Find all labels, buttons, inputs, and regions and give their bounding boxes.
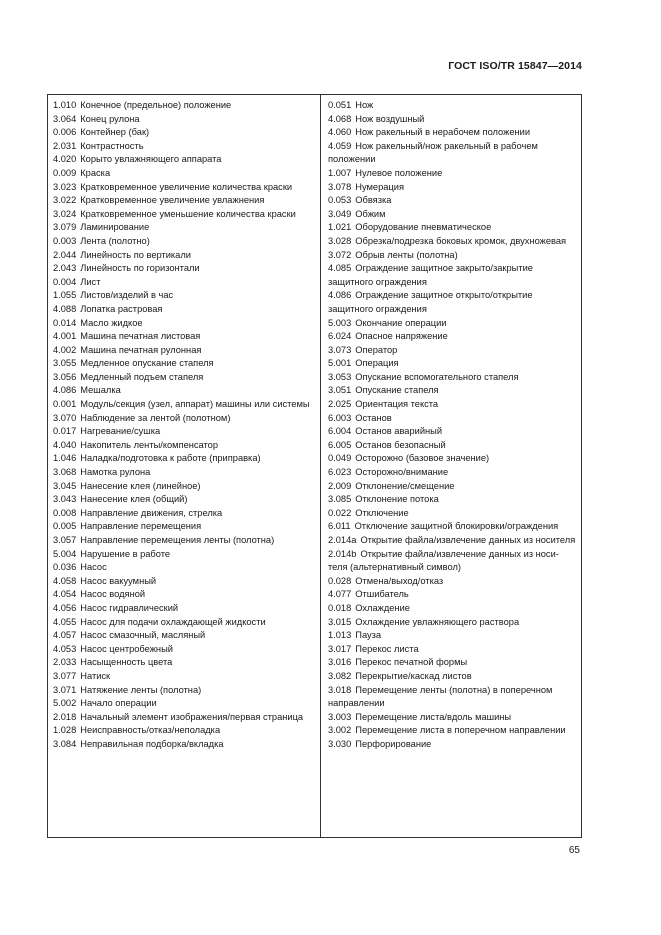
entry-code: 6.023	[328, 467, 352, 478]
index-entry	[53, 711, 315, 725]
entry-code: 0.009	[53, 167, 77, 178]
entry-code: 5.001	[328, 358, 352, 369]
index-entry	[328, 126, 578, 140]
index-entry	[328, 670, 578, 684]
entry-term: Лента (полотно)	[80, 235, 150, 246]
entry-code: 3.064	[53, 113, 77, 124]
entry-code: 0.051	[328, 100, 352, 110]
entry-term: Натяжение ленты (полотна)	[80, 684, 202, 695]
entry-term: Окончание операции	[355, 317, 447, 328]
entry-term: Перемещение листа/вдоль машины	[355, 711, 512, 722]
entry-term: Кратковременное увеличение увлажнения	[80, 195, 265, 206]
entry-term: Краска	[80, 167, 111, 178]
index-entry	[328, 412, 578, 426]
index-entry	[328, 507, 578, 521]
entry-term: Направление движения, стрелка	[80, 507, 223, 518]
entry-code: 3.079	[53, 222, 77, 233]
entry-term: Останов	[355, 412, 392, 423]
entry-code: 2.043	[53, 263, 77, 274]
entry-term: Ограждение защитное закрыто/закрытие защитного ограждения	[328, 263, 533, 287]
entry-term: Насос водяной	[80, 589, 146, 600]
index-entry	[53, 561, 315, 575]
index-entry	[328, 520, 578, 534]
entry-code: 3.016	[328, 657, 352, 668]
entry-code: 3.017	[328, 643, 352, 654]
entry-code: 4.020	[53, 154, 77, 165]
entry-code: 0.017	[53, 426, 77, 437]
index-entry	[328, 534, 578, 548]
index-table	[47, 94, 582, 838]
entry-code: 1.046	[53, 453, 77, 464]
index-entry	[53, 738, 315, 752]
index-entry	[53, 575, 315, 589]
entry-term: Операция	[355, 358, 399, 369]
index-entry	[328, 262, 578, 289]
entry-term: Лист	[80, 276, 101, 287]
entry-code: 3.049	[328, 208, 352, 219]
index-entry	[328, 711, 578, 725]
index-entry	[328, 643, 578, 657]
entry-code: 0.008	[53, 507, 77, 518]
entry-code: 3.018	[328, 684, 352, 695]
entry-code: 3.072	[328, 249, 352, 260]
entry-term: Останов аварийный	[355, 426, 443, 437]
entry-term: Отклонение потока	[355, 494, 439, 505]
index-entry	[53, 548, 315, 562]
index-entry	[328, 493, 578, 507]
entry-term: Обжим	[355, 208, 386, 219]
entry-term: Модуль/секция (узел, аппарат) машины или системы	[80, 399, 310, 410]
index-entry	[53, 221, 315, 235]
entry-term: Намотка рулона	[80, 467, 151, 478]
entry-term: Перемещение ленты (полотна) в поперечном направлении	[328, 684, 553, 709]
entry-code: 3.015	[328, 616, 352, 627]
index-entry	[53, 235, 315, 249]
entry-term: Осторожно (базовое значение)	[355, 453, 490, 464]
entry-term: Ориентация текста	[355, 399, 439, 410]
index-entry	[53, 262, 315, 276]
entry-code: 1.007	[328, 167, 352, 178]
entry-code: 3.071	[53, 684, 77, 695]
entry-code: 6.003	[328, 412, 352, 423]
entry-term: Контрастность	[80, 140, 144, 151]
index-entry	[328, 181, 578, 195]
entry-term: Отмена/выход/отказ	[355, 575, 444, 586]
entry-term: Нож ракельный в нерабочем положении	[355, 127, 531, 138]
index-entry	[53, 303, 315, 317]
entry-term: Насос смазочный, масляный	[80, 630, 206, 641]
entry-code: 3.070	[53, 412, 77, 423]
entry-code: 2.033	[53, 657, 77, 668]
entry-term: Машина печатная листовая	[80, 331, 201, 342]
entry-code: 0.049	[328, 453, 352, 464]
entry-code: 3.082	[328, 670, 352, 681]
index-entry	[53, 153, 315, 167]
entry-term: Ламинирование	[80, 222, 150, 233]
index-entry	[53, 534, 315, 548]
entry-term: Отшибатель	[355, 589, 409, 600]
index-entry	[53, 520, 315, 534]
entry-term: Конец рулона	[80, 113, 140, 124]
index-entry	[328, 466, 578, 480]
entry-term: Перекос печатной формы	[355, 657, 468, 668]
index-entry	[328, 588, 578, 602]
entry-code: 3.022	[53, 195, 77, 206]
entry-term: Машина печатная рулонная	[80, 344, 202, 355]
column-divider	[320, 95, 321, 837]
entry-code: 6.011	[328, 521, 351, 532]
entry-code: 0.036	[53, 562, 77, 573]
entry-code: 1.010	[53, 100, 77, 110]
index-entry	[328, 384, 578, 398]
entry-term: Охлаждение	[355, 602, 410, 613]
entry-code: 2.018	[53, 711, 77, 722]
entry-code: 3.055	[53, 358, 77, 369]
entry-code: 1.055	[53, 290, 77, 301]
entry-code: 4.077	[328, 589, 352, 600]
entry-term: Насос вакуумный	[80, 575, 157, 586]
entry-code: 0.005	[53, 521, 77, 532]
entry-code: 4.001	[53, 331, 77, 342]
entry-term: Оператор	[355, 344, 398, 355]
index-entry	[328, 629, 578, 643]
entry-code: 5.002	[53, 698, 77, 709]
index-entry	[53, 588, 315, 602]
index-entry	[328, 684, 578, 711]
entry-code: 6.024	[328, 331, 352, 342]
entry-code: 2.014b	[328, 548, 357, 559]
index-entry	[53, 670, 315, 684]
entry-code: 4.040	[53, 439, 77, 450]
index-entry	[53, 330, 315, 344]
entry-term: Охлаждение увлажняющего раствора	[355, 616, 520, 627]
entry-code: 4.056	[53, 602, 77, 613]
index-entry	[53, 616, 315, 630]
entry-term: Наладка/подготовка к работе (приправка)	[80, 453, 261, 464]
entry-term: Корыто увлажняющего аппарата	[80, 154, 222, 165]
entry-code: 4.059	[328, 140, 352, 151]
entry-term: Перемещение листа в поперечном направлении	[355, 725, 566, 736]
index-entry	[328, 357, 578, 371]
index-entry	[53, 181, 315, 195]
index-entry	[328, 616, 578, 630]
index-entry	[328, 575, 578, 589]
entry-code: 4.085	[328, 263, 352, 274]
index-entry	[53, 656, 315, 670]
entry-code: 1.013	[328, 630, 352, 641]
entry-code: 3.078	[328, 181, 352, 192]
entry-code: 3.051	[328, 385, 352, 396]
entry-code: 2.044	[53, 249, 77, 260]
entry-term: Опускание вспомогательного стапеля	[355, 371, 519, 382]
index-entry	[328, 724, 578, 738]
entry-term: Перекос листа	[355, 643, 419, 654]
index-entry	[53, 344, 315, 358]
entry-code: 4.086	[328, 290, 352, 301]
entry-code: 3.030	[328, 738, 352, 749]
entry-term: Останов безопасный	[355, 439, 446, 450]
entry-term: Нанесение клея (общий)	[80, 494, 188, 505]
index-entry	[53, 452, 315, 466]
entry-code: 3.053	[328, 371, 352, 382]
entry-term: Начало операции	[80, 698, 157, 709]
index-entry	[53, 629, 315, 643]
entry-code: 4.058	[53, 575, 77, 586]
entry-term: Насос	[80, 562, 107, 573]
index-entry	[328, 221, 578, 235]
index-entry	[53, 507, 315, 521]
entry-term: Перекрытие/каскад листов	[355, 670, 472, 681]
index-entry	[328, 317, 578, 331]
entry-code: 1.021	[328, 222, 352, 233]
entry-code: 3.084	[53, 738, 77, 749]
index-entry	[53, 602, 315, 616]
entry-code: 4.054	[53, 589, 77, 600]
entry-code: 3.057	[53, 535, 77, 545]
index-entry	[328, 167, 578, 181]
entry-code: 0.053	[328, 195, 352, 206]
index-entry	[53, 317, 315, 331]
index-entry	[328, 656, 578, 670]
entry-code: 4.057	[53, 630, 77, 641]
index-entry	[328, 602, 578, 616]
entry-code: 5.003	[328, 317, 352, 328]
index-entry	[53, 425, 315, 439]
index-entry	[328, 113, 578, 127]
index-entry	[53, 289, 315, 303]
entry-term: Обрезка/подрезка боковых кромок, двухножевая	[355, 235, 567, 246]
entry-code: 3.002	[328, 725, 352, 736]
index-entry	[328, 249, 578, 263]
index-entry	[328, 235, 578, 249]
entry-term: Конечное (предельное) положение	[80, 100, 232, 110]
entry-term: Нагревание/сушка	[80, 426, 161, 437]
entry-code: 1.028	[53, 725, 77, 736]
entry-term: Начальный элемент изображения/первая страница	[80, 711, 304, 722]
index-entry	[53, 493, 315, 507]
index-entry	[53, 398, 315, 412]
entry-term: Масло жидкое	[80, 317, 143, 328]
right-column	[328, 99, 578, 752]
entry-code: 3.068	[53, 467, 77, 478]
entry-term: Перфорирование	[355, 738, 432, 749]
index-entry	[53, 194, 315, 208]
index-entry	[53, 439, 315, 453]
entry-code: 3.056	[53, 371, 77, 382]
entry-code: 2.031	[53, 140, 77, 151]
document-header: ГОСТ ISO/TR 15847—2014	[448, 60, 582, 72]
entry-term: Направление перемещения ленты (полотна)	[80, 535, 275, 545]
entry-term: Мешалка	[80, 385, 121, 396]
index-entry	[53, 724, 315, 738]
entry-term: Линейность по вертикали	[80, 249, 191, 260]
entry-term: Медленный подъем стапеля	[80, 371, 204, 382]
entry-code: 6.004	[328, 426, 352, 437]
index-entry	[328, 194, 578, 208]
entry-term: Отключение защитной блокировки/ограждения	[354, 521, 559, 532]
entry-term: Нулевое положение	[355, 167, 443, 178]
entry-code: 4.088	[53, 303, 77, 314]
index-entry	[53, 126, 315, 140]
index-entry	[328, 330, 578, 344]
entry-code: 4.086	[53, 385, 77, 396]
entry-code: 2.014a	[328, 535, 357, 545]
entry-code: 4.055	[53, 616, 77, 627]
entry-term: Нож ракельный/нож ракельный в рабочем положении	[328, 140, 538, 165]
entry-term: Опускание стапеля	[355, 385, 439, 396]
index-entry	[328, 140, 578, 167]
entry-code: 3.028	[328, 235, 352, 246]
entry-code: 3.043	[53, 494, 77, 505]
left-column	[53, 99, 315, 752]
entry-code: 5.004	[53, 548, 77, 559]
entry-term: Линейность по горизонтали	[80, 263, 200, 274]
index-entry	[53, 371, 315, 385]
entry-term: Нож воздушный	[355, 113, 425, 124]
index-entry	[53, 466, 315, 480]
entry-term: Открытие файла/извлечение данных из носителя	[360, 535, 576, 545]
entry-term: Обрыв ленты (полотна)	[355, 249, 458, 260]
entry-term: Отклонение/смещение	[355, 480, 455, 491]
entry-code: 0.018	[328, 602, 352, 613]
entry-code: 4.060	[328, 127, 352, 138]
entry-code: 4.002	[53, 344, 77, 355]
index-entry	[53, 384, 315, 398]
index-entry	[53, 208, 315, 222]
entry-code: 3.023	[53, 181, 77, 192]
index-entry	[53, 684, 315, 698]
entry-term: Насыщенность цвета	[80, 657, 173, 668]
entry-code: 0.004	[53, 276, 77, 287]
entry-term: Кратковременное уменьшение количества краски	[80, 208, 296, 219]
index-entry	[328, 425, 578, 439]
entry-term: Насос для подачи охлаждающей жидкости	[80, 616, 266, 627]
index-entry	[53, 113, 315, 127]
entry-term: Наблюдение за лентой (полотном)	[80, 412, 231, 423]
entry-code: 6.005	[328, 439, 352, 450]
entry-code: 0.014	[53, 317, 77, 328]
entry-term: Пауза	[355, 630, 382, 641]
entry-term: Нумерация	[355, 181, 404, 192]
entry-code: 0.001	[53, 399, 77, 410]
entry-code: 4.068	[328, 113, 352, 124]
entry-term: Насос гидравлический	[80, 602, 179, 613]
index-entry	[53, 249, 315, 263]
entry-term: Осторожно/внимание	[355, 467, 449, 478]
entry-term: Оборудование пневматическое	[355, 222, 492, 233]
index-entry	[328, 738, 578, 752]
index-entry	[328, 289, 578, 316]
entry-code: 0.022	[328, 507, 352, 518]
index-entry	[328, 480, 578, 494]
entry-term: Опасное напряжение	[355, 331, 448, 342]
entry-term: Нанесение клея (линейное)	[80, 480, 201, 491]
entry-term: Лопатка растровая	[80, 303, 163, 314]
index-entry	[328, 99, 578, 113]
index-entry	[53, 480, 315, 494]
index-entry	[53, 412, 315, 426]
entry-code: 2.009	[328, 480, 352, 491]
entry-term: Кратковременное увеличение количества краски	[80, 181, 293, 192]
index-entry	[328, 548, 578, 575]
index-entry	[328, 439, 578, 453]
entry-term: Нож	[355, 100, 374, 110]
index-entry	[53, 697, 315, 711]
entry-code: 3.077	[53, 670, 77, 681]
entry-code: 3.045	[53, 480, 77, 491]
index-entry	[328, 452, 578, 466]
entry-code: 2.025	[328, 399, 352, 410]
index-entry	[53, 99, 315, 113]
index-entry	[53, 357, 315, 371]
index-entry	[53, 276, 315, 290]
index-entry	[328, 398, 578, 412]
entry-term: Направление перемещения	[80, 521, 202, 532]
entry-term: Неисправность/отказ/неполадка	[80, 725, 221, 736]
entry-term: Нарушение в работе	[80, 548, 171, 559]
index-entry	[53, 643, 315, 657]
entry-term: Листов/изделий в час	[80, 290, 174, 301]
entry-term: Накопитель ленты/компенсатор	[80, 439, 219, 450]
entry-code: 3.024	[53, 208, 77, 219]
entry-code: 0.028	[328, 575, 352, 586]
index-entry	[53, 167, 315, 181]
entry-code: 0.003	[53, 235, 77, 246]
index-entry	[53, 140, 315, 154]
entry-term: Неправильная подборка/вкладка	[80, 738, 224, 749]
entry-code: 3.085	[328, 494, 352, 505]
entry-term: Ограждение защитное открыто/открытие защитного ограждения	[328, 290, 533, 314]
entry-term: Насос центробежный	[80, 643, 173, 654]
entry-term: Обвязка	[355, 195, 392, 206]
index-entry	[328, 208, 578, 222]
entry-term: Контейнер (бак)	[80, 127, 150, 138]
entry-code: 3.073	[328, 344, 352, 355]
entry-term: Открытие файла/извлечение данных из носи-теля (альтернативный символ)	[328, 548, 559, 573]
entry-term: Отключение	[355, 507, 409, 518]
entry-term: Натиск	[80, 670, 111, 681]
entry-code: 0.006	[53, 127, 77, 138]
page-number: 65	[568, 845, 580, 856]
entry-code: 3.003	[328, 711, 352, 722]
index-entry	[328, 344, 578, 358]
entry-term: Медленное опускание стапеля	[80, 358, 214, 369]
entry-code: 4.053	[53, 643, 77, 654]
index-entry	[328, 371, 578, 385]
